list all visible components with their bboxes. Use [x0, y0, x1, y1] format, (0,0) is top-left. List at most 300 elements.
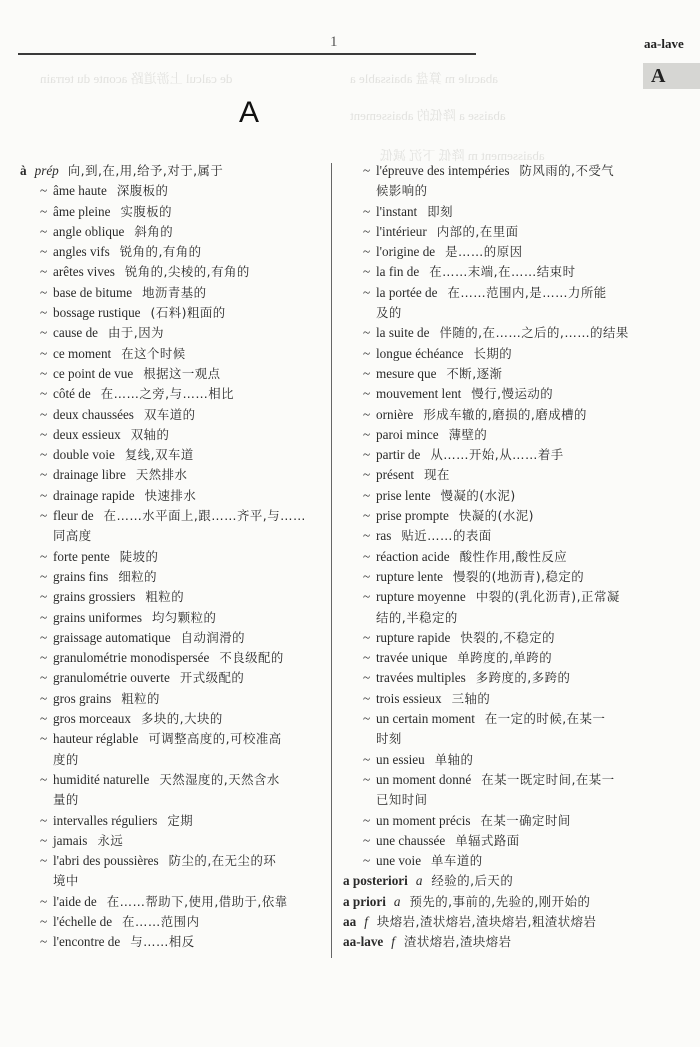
subentry-list	[343, 161, 643, 871]
subentry	[20, 567, 320, 587]
tilde-symbol: ~	[363, 325, 371, 341]
bleed-through-text: abaissement m 降低 下沉 减低	[380, 148, 545, 163]
translation-continued: 候影响的	[376, 183, 428, 199]
subentry	[343, 526, 643, 546]
translation: 自动润滑的	[180, 629, 246, 645]
french-phrase: âme pleine	[53, 203, 111, 219]
translation: 粗粒的	[121, 690, 160, 706]
tilde-symbol: ~	[40, 853, 48, 869]
french-phrase: gros morceaux	[53, 711, 131, 727]
tilde-symbol: ~	[363, 548, 371, 564]
subentry	[20, 181, 320, 201]
subentry	[343, 648, 643, 668]
french-phrase: forte pente	[53, 548, 110, 564]
subentry	[20, 405, 320, 425]
subentry	[20, 465, 320, 485]
part-of-speech: a	[415, 873, 423, 889]
translation: 向,到,在,用,给予,对于,属于	[67, 163, 224, 178]
tilde-symbol: ~	[40, 264, 48, 280]
tilde-symbol: ~	[363, 406, 371, 422]
tilde-symbol: ~	[363, 386, 371, 402]
translation: 预先的,事前的,先验的,刚开始的	[409, 893, 591, 909]
translation: 双轴的	[130, 426, 170, 442]
part-of-speech: prép	[34, 163, 59, 178]
subentry	[343, 770, 643, 811]
french-phrase: partir de	[376, 447, 421, 463]
subentry	[20, 202, 320, 222]
subentry	[20, 628, 320, 648]
running-head: aa-lave	[644, 36, 684, 51]
french-phrase: un essieu	[376, 751, 425, 767]
translation: 是……的原因	[445, 244, 523, 260]
tilde-symbol: ~	[363, 629, 371, 645]
french-phrase: bossage rustique	[53, 305, 141, 321]
subentry	[343, 465, 643, 485]
translation: 长期的	[473, 345, 513, 361]
tilde-symbol: ~	[40, 893, 48, 909]
french-phrase: graissage automatique	[53, 629, 171, 645]
translation: 快凝的(水泥)	[458, 508, 535, 524]
translation: 在一定的时候,在某一	[484, 711, 606, 727]
subentry	[20, 506, 320, 547]
subentry	[20, 547, 320, 567]
tilde-symbol: ~	[363, 223, 371, 239]
subentry	[20, 364, 320, 384]
tilde-symbol: ~	[363, 528, 371, 544]
translation: 中裂的(乳化沥青),正常凝	[475, 589, 620, 605]
translation: 渣状熔岩,渣块熔岩	[403, 934, 512, 950]
french-phrase: cause de	[53, 325, 99, 341]
translation: 天然湿度的,天然含水	[159, 771, 280, 787]
tilde-symbol: ~	[363, 589, 371, 605]
french-phrase: l'origine de	[376, 244, 436, 260]
translation: 粗粒的	[145, 589, 185, 605]
french-phrase: base de bitume	[53, 284, 133, 300]
tilde-symbol: ~	[363, 244, 371, 260]
translation: 斜角的	[134, 223, 174, 239]
translation: 多跨度的,多跨的	[475, 670, 571, 686]
translation: 永远	[97, 832, 124, 848]
tilde-symbol: ~	[40, 913, 48, 929]
subentry	[343, 587, 643, 628]
translation: 现在	[424, 467, 450, 483]
translation: 单跨度的,单跨的	[457, 650, 553, 666]
subentry	[343, 445, 643, 465]
subentry	[343, 831, 643, 851]
translation-continued: 已知时间	[376, 792, 428, 808]
translation: 薄壁的	[448, 426, 488, 442]
header-rule	[18, 53, 476, 55]
french-phrase: mouvement lent	[376, 386, 462, 402]
translation: 快裂的,不稳定的	[460, 629, 556, 645]
translation-continued: 时刻	[376, 731, 402, 747]
subentry	[20, 729, 320, 770]
tilde-symbol: ~	[40, 325, 48, 341]
subentry-list	[20, 181, 320, 952]
tilde-symbol: ~	[40, 223, 48, 239]
dictionary-entry	[343, 912, 643, 932]
dictionary-entry	[343, 871, 643, 891]
tilde-symbol: ~	[40, 183, 48, 199]
subentry	[343, 547, 643, 567]
subentry	[343, 750, 643, 770]
french-phrase: paroi mince	[376, 426, 439, 442]
tilde-symbol: ~	[363, 203, 371, 219]
translation: 防尘的,在无尘的环	[168, 853, 277, 869]
translation: 在某一确定时间	[480, 812, 571, 828]
translation: 慢凝的(水泥)	[440, 487, 516, 503]
dictionary-entry	[20, 161, 320, 181]
translation: 实腹板的	[120, 203, 173, 219]
tilde-symbol: ~	[363, 365, 371, 381]
subentry	[20, 709, 320, 729]
french-phrase: âme haute	[53, 183, 107, 199]
section-letter: A	[239, 96, 260, 129]
french-phrase: double voie	[53, 447, 115, 463]
french-phrase: prise lente	[376, 487, 431, 503]
translation: 形成车辙的,磨损的,磨成槽的	[423, 406, 587, 422]
french-phrase: jamais	[53, 832, 88, 848]
translation: 锐角的,有角的	[119, 244, 202, 260]
tilde-symbol: ~	[363, 832, 371, 848]
headword: aa-lave	[343, 934, 384, 950]
subentry	[20, 425, 320, 445]
tilde-symbol: ~	[40, 426, 48, 442]
tilde-symbol: ~	[40, 670, 48, 686]
bleed-through-text: de calcul 上游道路 aconte du terrain	[40, 71, 233, 86]
subentry	[343, 709, 643, 750]
translation-continued: 量的	[53, 792, 79, 808]
translation: 贴近……的表面	[401, 528, 492, 544]
french-phrase: ce point de vue	[53, 365, 134, 381]
translation: 从……开始,从……着手	[430, 447, 564, 463]
translation: 细粒的	[118, 568, 157, 584]
translation: 多块的,大块的	[141, 711, 223, 727]
french-phrase: grains grossiers	[53, 589, 136, 605]
bleed-through-text: abacule m 算盘 abaissable a	[350, 71, 498, 86]
subentry	[343, 628, 643, 648]
french-phrase: l'abri des poussières	[53, 853, 159, 869]
right-column	[343, 161, 643, 953]
subentry	[20, 689, 320, 709]
tilde-symbol: ~	[40, 406, 48, 422]
translation: 由于,因为	[108, 325, 165, 341]
tilde-symbol: ~	[363, 264, 371, 280]
translation: 深腹板的	[116, 183, 169, 199]
french-phrase: hauteur réglable	[53, 731, 139, 747]
subentry	[20, 486, 320, 506]
french-phrase: deux essieux	[53, 426, 121, 442]
tilde-symbol: ~	[40, 731, 48, 747]
subentry	[20, 283, 320, 303]
subentry	[343, 222, 643, 242]
translation: 开式级配的	[179, 670, 245, 686]
tilde-symbol: ~	[40, 771, 48, 787]
tilde-symbol: ~	[40, 284, 48, 300]
translation: 在某一既定时间,在某一	[481, 771, 615, 787]
translation: 防风雨的,不受气	[519, 163, 615, 178]
translation: 定期	[167, 812, 194, 828]
french-phrase: ce moment	[53, 345, 112, 361]
subentry	[20, 222, 320, 242]
subentry	[343, 262, 643, 282]
french-phrase: l'instant	[376, 203, 418, 219]
translation: 在……范围内	[122, 913, 200, 929]
tilde-symbol: ~	[363, 345, 371, 361]
subentry	[20, 668, 320, 688]
translation: (石料)粗面的	[150, 305, 226, 321]
tilde-symbol: ~	[40, 345, 48, 361]
bleed-through-text: abaisse a 降低的 abaissement	[350, 108, 506, 123]
french-phrase: trois essieux	[376, 690, 442, 706]
subentry	[20, 303, 320, 323]
tilde-symbol: ~	[363, 812, 371, 828]
tilde-symbol: ~	[363, 467, 371, 483]
subentry	[20, 831, 320, 851]
french-phrase: présent	[376, 467, 415, 483]
translation: 复线,双车道	[124, 447, 194, 463]
subentry	[20, 892, 320, 912]
headword: a priori	[343, 893, 386, 909]
french-phrase: mesure que	[376, 365, 437, 381]
subentry	[343, 283, 643, 324]
french-phrase: drainage rapide	[53, 487, 135, 503]
tilde-symbol: ~	[363, 751, 371, 767]
subentry	[20, 912, 320, 932]
tilde-symbol: ~	[40, 650, 48, 666]
subentry	[20, 344, 320, 364]
translation: 单车道的	[431, 853, 483, 869]
part-of-speech: a	[393, 893, 401, 909]
french-phrase: la portée de	[376, 284, 438, 300]
french-phrase: la suite de	[376, 325, 430, 341]
tilde-symbol: ~	[40, 244, 48, 260]
subentry	[343, 344, 643, 364]
tilde-symbol: ~	[363, 771, 371, 787]
subentry	[343, 851, 643, 871]
translation: 伴随的,在……之后的,……的结果	[439, 325, 629, 341]
translation-continued: 境中	[53, 873, 79, 889]
tilde-symbol: ~	[40, 690, 48, 706]
dictionary-entry	[343, 932, 643, 952]
translation: 慢裂的(地沥青),稳定的	[453, 568, 585, 584]
translation: 三轴的	[451, 690, 491, 706]
tilde-symbol: ~	[363, 568, 371, 584]
translation: 在……范围内,是……力所能	[447, 284, 607, 300]
french-phrase: travée unique	[376, 650, 448, 666]
french-phrase: une voie	[376, 853, 422, 869]
tilde-symbol: ~	[40, 203, 48, 219]
french-phrase: l'échelle de	[53, 913, 113, 929]
subentry	[343, 384, 643, 404]
french-phrase: deux chaussées	[53, 406, 134, 422]
translation: 慢行,慢运动的	[471, 386, 554, 402]
translation: 均匀颗粒的	[152, 609, 217, 625]
translation: 地沥青基的	[142, 284, 207, 300]
subentry	[343, 425, 643, 445]
french-phrase: longue échéance	[376, 345, 464, 361]
subentry	[20, 587, 320, 607]
subentry	[343, 486, 643, 506]
subentry	[343, 567, 643, 587]
french-phrase: côté de	[53, 386, 91, 402]
french-phrase: l'encontre de	[53, 934, 121, 950]
tilde-symbol: ~	[363, 690, 371, 706]
tilde-symbol: ~	[40, 832, 48, 848]
translation-continued: 及的	[376, 305, 402, 321]
tilde-symbol: ~	[40, 467, 48, 483]
tilde-symbol: ~	[40, 365, 48, 381]
translation-continued: 度的	[53, 751, 79, 767]
part-of-speech: f	[391, 934, 395, 950]
tilde-symbol: ~	[40, 589, 48, 605]
french-phrase: un certain moment	[376, 711, 475, 727]
tilde-symbol: ~	[363, 711, 371, 727]
subentry	[20, 242, 320, 262]
tilde-symbol: ~	[40, 568, 48, 584]
tilde-symbol: ~	[363, 447, 371, 463]
subentry	[343, 811, 643, 831]
translation: 陡坡的	[119, 548, 159, 564]
french-phrase: grains fins	[53, 568, 109, 584]
tilde-symbol: ~	[40, 629, 48, 645]
translation-continued: 结的,半稳定的	[376, 609, 458, 625]
subentry	[343, 242, 643, 262]
translation: 锐角的,尖棱的,有角的	[124, 264, 250, 280]
subentry	[20, 445, 320, 465]
column-divider	[331, 163, 332, 958]
tilde-symbol: ~	[363, 650, 371, 666]
translation: 单辐式路面	[455, 832, 520, 848]
french-phrase: humidité naturelle	[53, 771, 150, 787]
tilde-symbol: ~	[40, 812, 48, 828]
subentry	[20, 384, 320, 404]
tilde-symbol: ~	[363, 426, 371, 442]
french-phrase: ras	[376, 528, 392, 544]
subentry	[343, 668, 643, 688]
subentry	[20, 851, 320, 892]
tilde-symbol: ~	[40, 508, 48, 524]
tilde-symbol: ~	[363, 670, 371, 686]
dictionary-entry	[343, 892, 643, 912]
tilde-symbol: ~	[40, 447, 48, 463]
subentry	[343, 364, 643, 384]
tilde-symbol: ~	[40, 934, 48, 950]
translation: 在……末端,在……结束时	[429, 264, 576, 280]
translation: 单轴的	[434, 751, 474, 767]
subentry	[20, 262, 320, 282]
translation: 在……帮助下,使用,借助于,依靠	[106, 893, 288, 909]
subentry	[343, 689, 643, 709]
translation: 酸性作用,酸性反应	[459, 548, 568, 564]
french-phrase: une chaussée	[376, 832, 446, 848]
tilde-symbol: ~	[40, 386, 48, 402]
french-phrase: arêtes vives	[53, 264, 115, 280]
french-phrase: l'intérieur	[376, 223, 427, 239]
translation: 在这个时候	[121, 345, 186, 361]
translation: 块熔岩,渣状熔岩,渣块熔岩,粗渣状熔岩	[376, 913, 597, 929]
french-phrase: grains uniformes	[53, 609, 142, 625]
french-phrase: fleur de	[53, 508, 94, 524]
french-phrase: gros grains	[53, 690, 112, 706]
translation: 在……之旁,与……相比	[100, 386, 235, 402]
french-phrase: la fin de	[376, 264, 420, 280]
french-phrase: drainage libre	[53, 467, 126, 483]
part-of-speech: f	[364, 913, 368, 929]
translation: 与……相反	[130, 934, 195, 950]
subentry	[20, 323, 320, 343]
translation: 在……水平面上,跟……齐平,与……	[103, 508, 306, 524]
translation: 根据这一观点	[143, 365, 221, 381]
translation: 可调整高度的,可校准高	[148, 731, 282, 747]
translation: 快速排水	[144, 487, 197, 503]
tilde-symbol: ~	[363, 487, 371, 503]
translation: 内部的,在里面	[436, 223, 519, 239]
translation: 双车道的	[143, 406, 196, 422]
french-phrase: rupture moyenne	[376, 589, 466, 605]
tilde-symbol: ~	[40, 711, 48, 727]
subentry	[20, 648, 320, 668]
french-phrase: travées multiples	[376, 670, 466, 686]
tilde-symbol: ~	[40, 548, 48, 564]
french-phrase: un moment donné	[376, 771, 472, 787]
french-phrase: réaction acide	[376, 548, 450, 564]
subentry	[343, 323, 643, 343]
tilde-symbol: ~	[363, 284, 371, 300]
subentry	[343, 161, 643, 202]
french-phrase: angles vifs	[53, 244, 110, 260]
translation: 不断,逐渐	[446, 365, 503, 381]
french-phrase: rupture rapide	[376, 629, 451, 645]
tilde-symbol: ~	[40, 305, 48, 321]
french-phrase: intervalles réguliers	[53, 812, 158, 828]
french-phrase: l'épreuve des intempéries	[376, 163, 510, 178]
headword: à	[20, 163, 27, 178]
headword-list	[343, 871, 643, 952]
translation-continued: 同高度	[53, 528, 92, 544]
headword: aa	[343, 913, 357, 929]
french-phrase: un moment précis	[376, 812, 471, 828]
translation: 经验的,后天的	[431, 873, 514, 889]
subentry	[20, 811, 320, 831]
french-phrase: granulométrie monodispersée	[53, 650, 210, 666]
translation: 即刻	[427, 203, 453, 219]
subentry	[20, 932, 320, 952]
tilde-symbol: ~	[363, 853, 371, 869]
tilde-symbol: ~	[40, 609, 48, 625]
subentry	[343, 202, 643, 222]
subentry	[20, 770, 320, 811]
page-number: 1	[330, 34, 338, 50]
french-phrase: angle oblique	[53, 223, 125, 239]
left-column	[20, 161, 320, 953]
french-phrase: rupture lente	[376, 568, 444, 584]
tilde-symbol: ~	[363, 508, 371, 524]
subentry	[343, 506, 643, 526]
translation: 天然排水	[135, 467, 188, 483]
tilde-symbol: ~	[40, 487, 48, 503]
subentry	[343, 405, 643, 425]
thumb-index-tab[interactable]	[643, 63, 700, 89]
headword: a posteriori	[343, 873, 408, 889]
tilde-symbol: ~	[363, 163, 371, 178]
french-phrase: l'aide de	[53, 893, 97, 909]
thumb-index-letter: A	[651, 65, 666, 87]
subentry	[20, 608, 320, 628]
french-phrase: granulométrie ouverte	[53, 670, 170, 686]
translation: 不良级配的	[219, 650, 284, 666]
french-phrase: ornière	[376, 406, 414, 422]
